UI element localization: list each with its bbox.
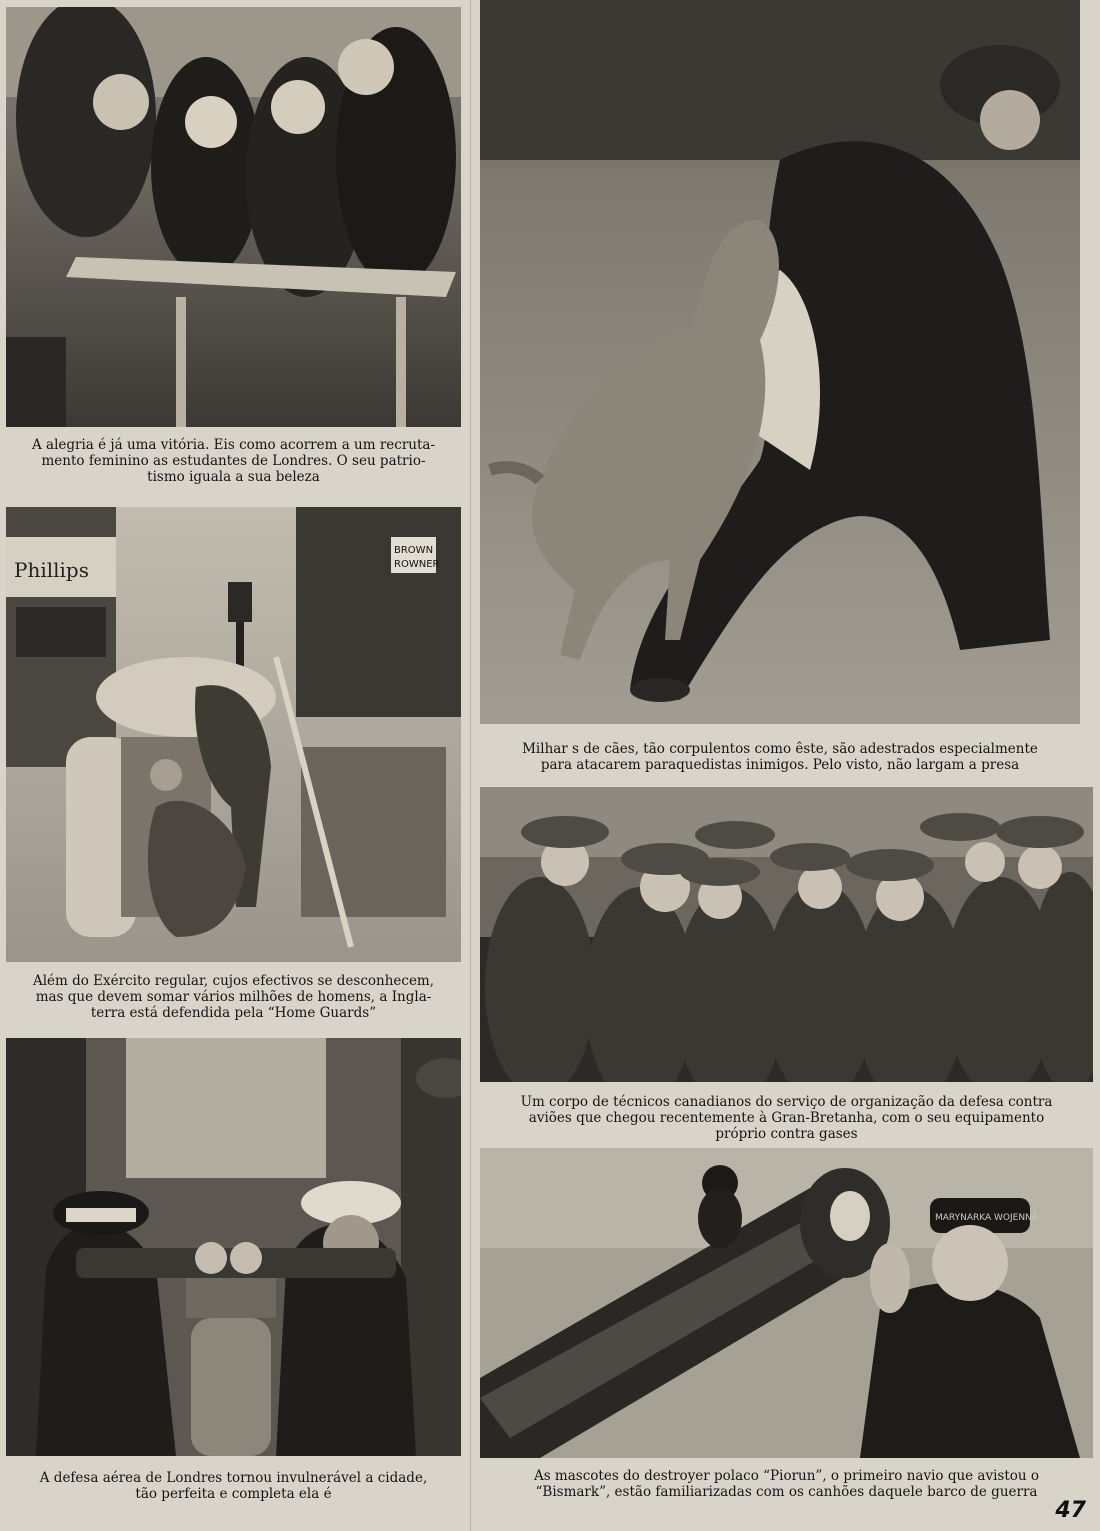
caption-line: Além do Exército regular, cujos efectivos se desconhecem, (32, 973, 435, 989)
caption-line: para atacarem paraquedistas inimigos. Pelo visto, não largam a presa (540, 757, 1020, 773)
dog-caption (480, 741, 1080, 773)
caption-line: aviões que chegou recentemente à Gran-Bretanha, com o seu equipamento (528, 1110, 1045, 1126)
caption-line: Um corpo de técnicos canadianos do serviço de organização da defesa contra (520, 1094, 1053, 1110)
column-gutter (470, 0, 471, 1531)
page-number: 47 (1055, 1498, 1086, 1523)
mascots-caption (480, 1468, 1093, 1500)
air-defence-caption (6, 1470, 461, 1502)
shop-sign-text: ROWNER (394, 559, 440, 570)
sailor-cats-photo (480, 1148, 1093, 1458)
caption-line: Milhar s de cães, tão corpulentos como êste, são adestrados especialmente (522, 741, 1038, 757)
canadians-caption (480, 1094, 1093, 1142)
caption-line: terra está defendida pela “Home Guards” (90, 1005, 377, 1021)
cap-band-text: MARYNARKA WOJENNA (935, 1213, 1038, 1223)
caption-line: mento feminino as estudantes de Londres. O seu patrio- (41, 453, 426, 469)
caption-line: próprio contra gases (715, 1126, 858, 1142)
caption-line: tão perfeita e completa ela é (135, 1486, 332, 1502)
bus-ad-text: Phillips (14, 558, 89, 582)
women-signing-photo (6, 7, 461, 427)
caption-line: mas que devem somar vários milhões de homens, a Ingla- (35, 989, 432, 1005)
women-caption (6, 437, 461, 485)
sandbag-barricade-photo (6, 507, 461, 962)
dog-attack-photo (480, 0, 1080, 724)
helmeted-men-photo (480, 787, 1093, 1082)
officers-rangefinder-photo (6, 1038, 461, 1456)
caption-line: tismo iguala a sua beleza (147, 469, 320, 485)
caption-line: A defesa aérea de Londres tornou invulnerável a cidade, (39, 1470, 428, 1486)
shop-sign-text: BROWN (394, 545, 434, 556)
home-guards-caption (6, 973, 461, 1021)
caption-line: A alegria é já uma vitória. Eis como acorrem a um recruta- (31, 437, 436, 453)
caption-line: “Bismark”, estão familiarizadas com os canhões daquele barco de guerra (535, 1484, 1038, 1500)
caption-line: As mascotes do destroyer polaco “Piorun”, o primeiro navio que avistou o (533, 1468, 1040, 1484)
